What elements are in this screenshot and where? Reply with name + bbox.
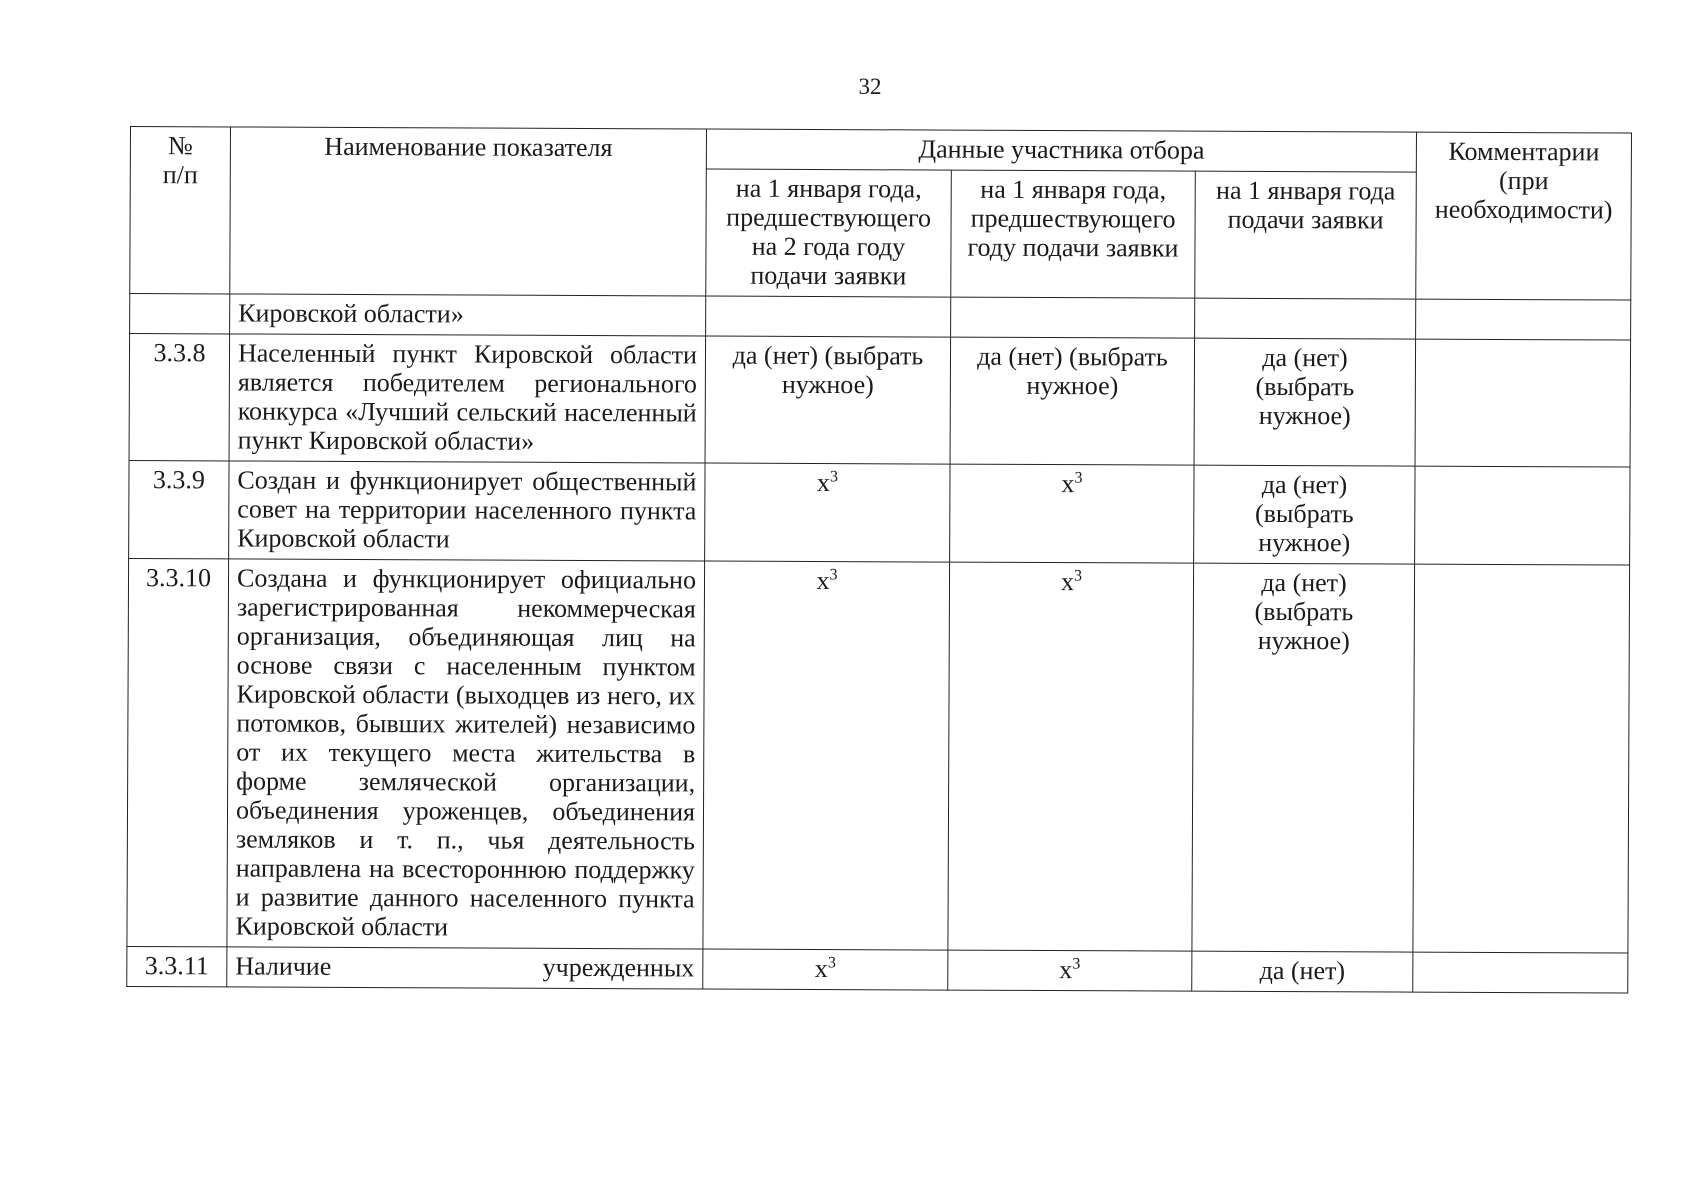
row-name: Населенный пункт Кировской области является победителем регионального конкурса «Лучший сельский населенный пункт Кировской области»	[229, 334, 706, 463]
row-value-3: да (нет) (выбрать нужное)	[1192, 563, 1415, 952]
row-value-2	[948, 562, 1194, 951]
header-row-1	[130, 127, 1631, 174]
row-value-2	[948, 950, 1192, 991]
header-col-3: на 1 января года подачи заявки	[1195, 171, 1417, 299]
page-number: 32	[858, 74, 882, 99]
value-text: x	[1059, 955, 1073, 985]
row-name: Создан и функционирует общественный совет на территории населенного пункта Кировской области	[229, 461, 705, 561]
header-comments: Комментарии (при необходимости)	[1416, 132, 1632, 300]
value-text: x	[816, 468, 831, 498]
header-num: № п/п	[130, 127, 231, 294]
table-row	[129, 334, 1631, 468]
row-comment	[1413, 952, 1628, 993]
row-name: Создана и функционирует официально зарегистрированная некоммерческая организация, объединяющая лиц на основе связи с населенным пунктом Кировской области (выходцев из него, их потомков, бывших жителей) независимо от их текущего места жительства в форме земляческой организации, объединения уроженцев, объединения земляков и т. п., чья деятельность направлена на всестороннюю поддержку и развитие данного населенного пункта Кировской области	[227, 559, 705, 949]
value-text: x	[1061, 469, 1075, 499]
row-comment	[1415, 339, 1631, 467]
row-value-2	[950, 464, 1194, 563]
footnote-mark: 3	[827, 954, 836, 972]
row-comment	[1413, 564, 1630, 953]
value-text: x	[814, 953, 828, 984]
row-value-1: да (нет) (выбрать нужное)	[705, 336, 951, 464]
row-num: 3.3.8	[129, 334, 230, 461]
row-value-2: да (нет) (выбрать нужное)	[950, 337, 1195, 465]
footnote-mark: 3	[829, 468, 839, 486]
table-row	[130, 294, 1631, 341]
row-num: 3.3.11	[127, 946, 227, 986]
footnote-mark: 3	[1074, 469, 1083, 487]
row-name: Кировской области»	[230, 294, 706, 336]
row-value-3: да (нет) (выбрать нужное)	[1194, 338, 1416, 466]
row-num: 3.3.9	[129, 460, 229, 558]
table-row	[127, 946, 1628, 993]
row-comment	[1416, 299, 1631, 340]
row-value-1	[703, 949, 948, 990]
header-col-2: на 1 января года, предшествующего году подачи заявки	[951, 170, 1196, 298]
table-row	[129, 460, 1630, 565]
value-text: x	[816, 566, 830, 596]
header-data-group: Данные участника отбора	[706, 129, 1416, 172]
indicator-table	[126, 126, 1632, 994]
value-text: x	[1060, 567, 1075, 597]
row-value-1	[705, 463, 950, 562]
footnote-mark: 3	[1072, 955, 1081, 973]
row-num: 3.3.10	[127, 558, 229, 946]
row-value-3: да (нет)	[1192, 951, 1413, 992]
row-value-1	[706, 296, 951, 337]
row-num	[130, 294, 230, 334]
row-name: Наличие учрежденных	[227, 947, 703, 989]
table-row	[127, 558, 1630, 953]
header-name: Наименование показателя	[230, 127, 707, 296]
row-comment	[1415, 466, 1630, 565]
header-col-1: на 1 января года, предшествующего на 2 года году подачи заявки	[706, 169, 952, 297]
footnote-mark: 3	[829, 566, 838, 584]
row-value-2	[951, 297, 1195, 338]
row-value-3: да (нет) (выбрать нужное)	[1194, 465, 1415, 564]
row-value-3	[1195, 298, 1416, 339]
row-value-1	[703, 561, 950, 950]
footnote-mark: 3	[1074, 567, 1083, 585]
